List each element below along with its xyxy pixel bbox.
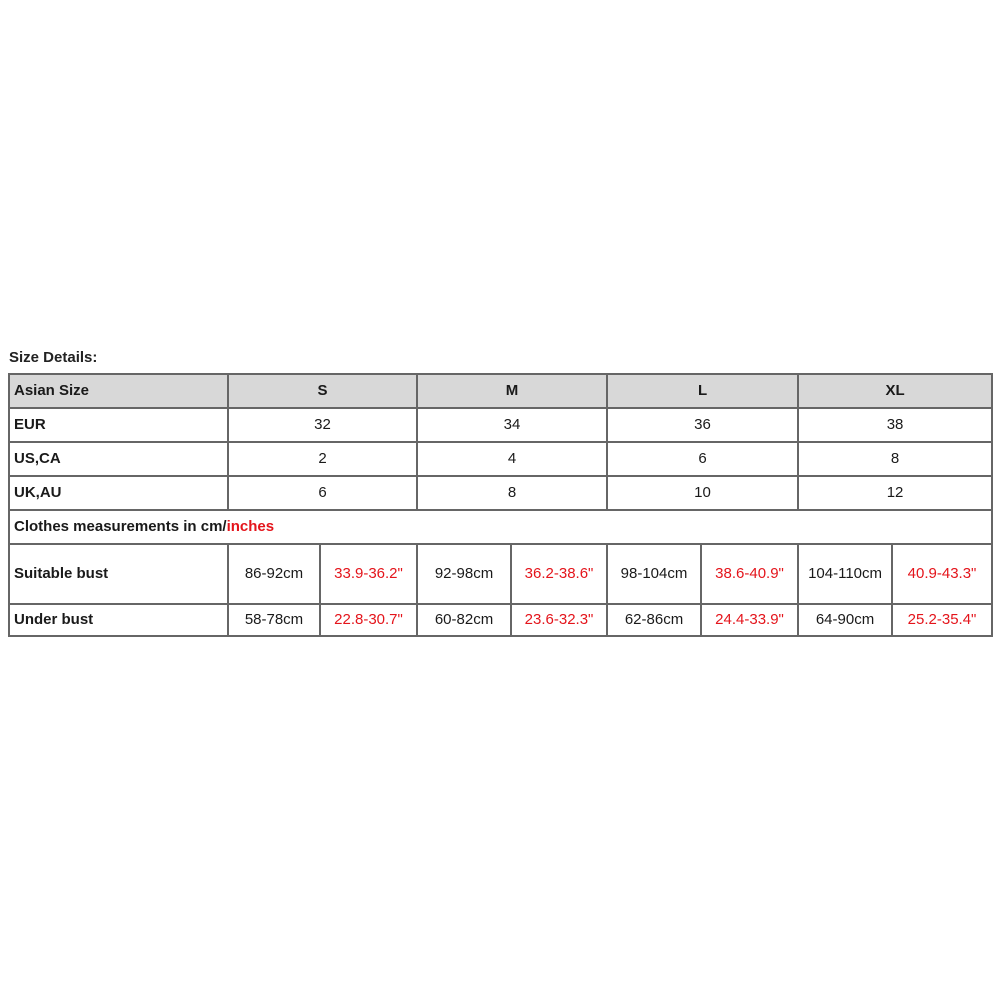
- table-row: [9, 544, 992, 604]
- measurement-note: [9, 510, 992, 544]
- measurement-note-row: [9, 510, 992, 544]
- row-label-suitable-bust: Suitable bust: [9, 544, 228, 604]
- table-row: [9, 408, 992, 442]
- table-row: [9, 476, 992, 510]
- size-header-xl: XL: [798, 374, 992, 408]
- size-header-s: S: [228, 374, 417, 408]
- table-cell: 6: [228, 476, 417, 510]
- table-cell: 8: [417, 476, 607, 510]
- row-label-under-bust: Under bust: [9, 604, 228, 636]
- table-row: [9, 442, 992, 476]
- page-title: Size Details:: [9, 349, 98, 366]
- table-cell: 8: [798, 442, 992, 476]
- table-cell-inches: 33.9-36.2": [320, 544, 417, 604]
- table-cell: 10: [607, 476, 798, 510]
- table-cell-inches: 22.8-30.7": [320, 604, 417, 636]
- table-cell-inches: 36.2-38.6": [511, 544, 607, 604]
- row-label-uk-au: UK,AU: [9, 476, 228, 510]
- table-cell: 12: [798, 476, 992, 510]
- table-cell-cm: 86-92cm: [228, 544, 320, 604]
- table-cell: 36: [607, 408, 798, 442]
- table-cell-inches: 25.2-35.4": [892, 604, 992, 636]
- table-cell-cm: 92-98cm: [417, 544, 511, 604]
- measurement-note-text: Clothes measurements in cm/: [14, 518, 227, 535]
- table-cell-cm: 58-78cm: [228, 604, 320, 636]
- size-chart-table: [8, 373, 993, 637]
- header-label: Asian Size: [9, 374, 228, 408]
- header-row: [9, 374, 992, 408]
- size-header-m: M: [417, 374, 607, 408]
- table-cell: 4: [417, 442, 607, 476]
- table-cell: 38: [798, 408, 992, 442]
- table-cell: 2: [228, 442, 417, 476]
- table-cell-cm: 98-104cm: [607, 544, 701, 604]
- table-cell-cm: 104-110cm: [798, 544, 892, 604]
- table-cell: 32: [228, 408, 417, 442]
- table-cell-inches: 40.9-43.3": [892, 544, 992, 604]
- table-cell-cm: 62-86cm: [607, 604, 701, 636]
- table-cell: 34: [417, 408, 607, 442]
- table-cell: 6: [607, 442, 798, 476]
- table-cell-cm: 60-82cm: [417, 604, 511, 636]
- row-label-us-ca: US,CA: [9, 442, 228, 476]
- table-row: [9, 604, 992, 636]
- table-cell-cm: 64-90cm: [798, 604, 892, 636]
- table-cell-inches: 38.6-40.9": [701, 544, 798, 604]
- row-label-eur: EUR: [9, 408, 228, 442]
- table-cell-inches: 23.6-32.3": [511, 604, 607, 636]
- measurement-note-inches: inches: [226, 518, 275, 535]
- size-header-l: L: [607, 374, 798, 408]
- table-cell-inches: 24.4-33.9": [701, 604, 798, 636]
